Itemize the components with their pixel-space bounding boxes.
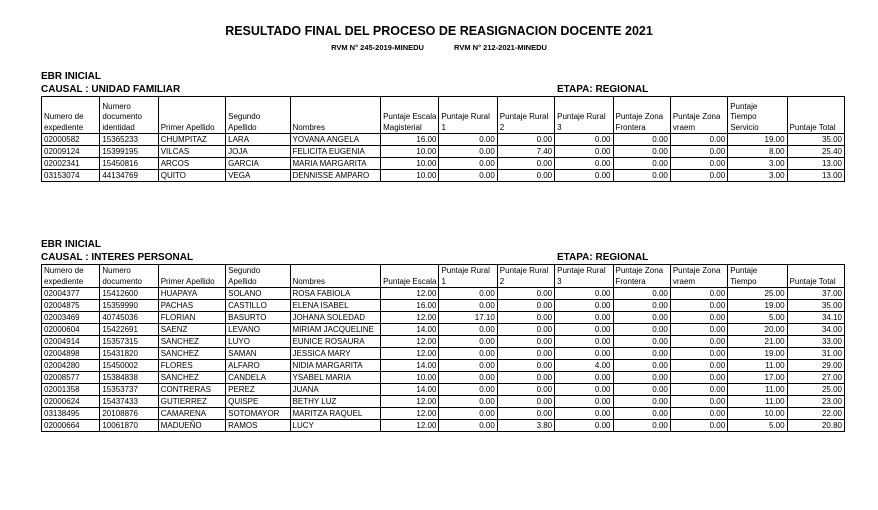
table-cell: SOLANO (226, 288, 290, 300)
section-level: EBR INICIAL (41, 71, 101, 82)
table-cell: BETHY LUZ (290, 396, 381, 408)
table-cell: 02000664 (42, 420, 100, 432)
table-cell: 5.00 (728, 312, 787, 324)
table-cell: 0.00 (439, 146, 497, 158)
table-cell: 15365233 (100, 134, 158, 146)
table-cell: ROSA FABIOLA (290, 288, 381, 300)
table-cell: 0.00 (670, 158, 727, 170)
table-cell: 12.00 (381, 312, 439, 324)
table-cell: 02009124 (42, 146, 100, 158)
table-cell: 02002341 (42, 158, 100, 170)
table-cell: PACHAS (158, 300, 225, 312)
table-cell: 0.00 (555, 408, 613, 420)
column-header: Puntaje Rural 2 (497, 265, 554, 288)
table-cell: 0.00 (439, 134, 497, 146)
table-cell: 0.00 (555, 288, 613, 300)
table-cell: 12.00 (381, 408, 439, 420)
table-cell: 0.00 (555, 348, 613, 360)
table-cell: 0.00 (555, 336, 613, 348)
table-cell: 03153074 (42, 170, 100, 182)
table-row (42, 170, 845, 182)
table-cell: 0.00 (439, 384, 497, 396)
column-header: Numero documento (100, 265, 158, 288)
table-cell: 25.00 (787, 384, 844, 396)
table-cell: MARITZA RAQUEL (290, 408, 381, 420)
table-cell: LUYO (226, 336, 290, 348)
table-cell: 11.00 (728, 384, 787, 396)
table-cell: VILCAS (158, 146, 225, 158)
table-row (42, 312, 845, 324)
column-header: Puntaje Rural 1 (439, 97, 497, 134)
table-cell: 0.00 (613, 372, 670, 384)
table-cell: 0.00 (497, 312, 554, 324)
table-cell: SOTOMAYOR (226, 408, 290, 420)
table-row (42, 372, 845, 384)
table-row (42, 134, 845, 146)
table-row (42, 324, 845, 336)
table-cell: 0.00 (670, 348, 727, 360)
table-cell: MIRIAM JACQUELINE (290, 324, 381, 336)
table-cell: SANCHEZ (158, 348, 225, 360)
section-causal-row (41, 251, 845, 264)
column-header: Puntaje Tiempo (728, 265, 787, 288)
table-cell: YOVANA ANGELA (290, 134, 381, 146)
table-cell: 12.00 (381, 336, 439, 348)
table-cell: 0.00 (613, 170, 670, 182)
table-cell: 0.00 (670, 288, 727, 300)
table-cell: 15450816 (100, 158, 158, 170)
table-cell: 02000582 (42, 134, 100, 146)
table-cell: 34.10 (787, 312, 844, 324)
table-cell: 40745036 (100, 312, 158, 324)
table-cell: 0.00 (555, 300, 613, 312)
section-causal: CAUSAL : UNIDAD FAMILIAR (41, 84, 181, 95)
table-cell: 0.00 (497, 300, 554, 312)
table-cell: MADUEÑO (158, 420, 225, 432)
table-cell: 19.00 (728, 348, 787, 360)
table-cell: 20.00 (728, 324, 787, 336)
table-cell: 0.00 (497, 170, 554, 182)
table-cell: SAENZ (158, 324, 225, 336)
table-cell: 14.00 (381, 360, 439, 372)
table-cell: JUANA (290, 384, 381, 396)
column-header: Puntaje Zona Frontera (613, 265, 670, 288)
table-cell: 0.00 (613, 360, 670, 372)
column-header: Puntaje Zona vraem (670, 265, 727, 288)
table-cell: 0.00 (613, 336, 670, 348)
table-cell: 11.00 (728, 396, 787, 408)
column-header: Numero de expediente (42, 97, 100, 134)
table-cell: 0.00 (613, 134, 670, 146)
table-cell: 23.00 (787, 396, 844, 408)
table-cell: 31.00 (787, 348, 844, 360)
section-causal: CAUSAL : INTERES PERSONAL (41, 252, 194, 263)
table-cell: 0.00 (497, 384, 554, 396)
table-cell: RAMOS (226, 420, 290, 432)
column-header: Nombres (290, 265, 381, 288)
table-cell: 0.00 (670, 300, 727, 312)
table-cell: 0.00 (613, 324, 670, 336)
results-table-interes-personal (41, 264, 845, 432)
table-cell: 0.00 (555, 158, 613, 170)
column-header: Numero de expediente (42, 265, 100, 288)
table-cell: 25.40 (787, 146, 844, 158)
table-cell: 0.00 (670, 408, 727, 420)
table-cell: JOJA (226, 146, 290, 158)
table-cell: 11.00 (728, 360, 787, 372)
table-cell: 13.00 (787, 158, 844, 170)
table-cell: 0.00 (439, 158, 497, 170)
table-cell: 0.00 (555, 420, 613, 432)
table-cell: 10.00 (381, 170, 439, 182)
table-row (42, 348, 845, 360)
table-cell: HUAPAYA (158, 288, 225, 300)
table-cell: 7.40 (497, 146, 554, 158)
table-cell: CONTRERAS (158, 384, 225, 396)
table-cell: 0.00 (670, 324, 727, 336)
table-cell: 0.00 (613, 288, 670, 300)
table-cell: 3.00 (728, 158, 787, 170)
table-cell: ARCOS (158, 158, 225, 170)
table-cell: 25.00 (728, 288, 787, 300)
column-header: Puntaje Tiempo Servicio (728, 97, 787, 134)
table-cell: CANDELA (226, 372, 290, 384)
table-cell: 0.00 (670, 146, 727, 158)
table-cell: 10.00 (728, 408, 787, 420)
rvm-reference-1: RVM N° 245-2019-MINEDU (331, 43, 424, 52)
table-cell: 0.00 (555, 384, 613, 396)
table-cell: 0.00 (613, 312, 670, 324)
table-cell: DENNISSE AMPARO (290, 170, 381, 182)
table-cell: 0.00 (497, 288, 554, 300)
table-cell: 16.00 (381, 134, 439, 146)
table-cell: 34.00 (787, 324, 844, 336)
table-cell: 0.00 (670, 372, 727, 384)
column-header: Puntaje Zona vraem (670, 97, 727, 134)
table-cell: 0.00 (439, 288, 497, 300)
table-cell: 13.00 (787, 170, 844, 182)
table-cell: 15359990 (100, 300, 158, 312)
table-cell: YSABEL MARIA (290, 372, 381, 384)
table-cell: 02000624 (42, 396, 100, 408)
table-cell: JESSICA MARY (290, 348, 381, 360)
table-cell: 8.00 (728, 146, 787, 158)
table-cell: 15450002 (100, 360, 158, 372)
section-etapa: ETAPA: REGIONAL (557, 252, 649, 263)
section-unidad-familiar (41, 70, 845, 182)
table-cell: 0.00 (439, 408, 497, 420)
table-row (42, 146, 845, 158)
table-cell: 0.00 (439, 372, 497, 384)
table-cell: 20.80 (787, 420, 844, 432)
table-cell: CAMARENA (158, 408, 225, 420)
table-cell: 0.00 (613, 384, 670, 396)
table-cell: 14.00 (381, 384, 439, 396)
table-cell: 0.00 (439, 360, 497, 372)
table-cell: 0.00 (439, 300, 497, 312)
table-row (42, 384, 845, 396)
table-cell: 0.00 (497, 372, 554, 384)
table-cell: 0.00 (670, 384, 727, 396)
table-cell: 0.00 (555, 146, 613, 158)
table-cell: 0.00 (613, 396, 670, 408)
table-cell: 12.00 (381, 288, 439, 300)
table-cell: NIDIA MARGARITA (290, 360, 381, 372)
table-cell: FLORES (158, 360, 225, 372)
table-cell: 0.00 (555, 170, 613, 182)
table-cell: 0.00 (439, 170, 497, 182)
table-cell: 22.00 (787, 408, 844, 420)
column-header: Puntaje Total (787, 265, 844, 288)
section-causal-row (41, 83, 845, 96)
table-cell: EUNICE ROSAURA (290, 336, 381, 348)
table-cell: 0.00 (670, 420, 727, 432)
table-cell: 15412600 (100, 288, 158, 300)
page-subtitle (0, 43, 878, 52)
table-cell: 02004875 (42, 300, 100, 312)
table-cell: CHUMPITAZ (158, 134, 225, 146)
table-cell: QUISPE (226, 396, 290, 408)
column-header: Puntaje Rural 1 (439, 265, 497, 288)
table-row (42, 408, 845, 420)
results-table-unidad-familiar (41, 96, 845, 182)
table-row (42, 396, 845, 408)
table-cell: 10.00 (381, 158, 439, 170)
table-cell: 0.00 (670, 360, 727, 372)
table-cell: ELENA ISABEL (290, 300, 381, 312)
table-cell: 17.00 (728, 372, 787, 384)
table-cell: 0.00 (670, 312, 727, 324)
table-cell: 0.00 (555, 396, 613, 408)
section-interes-personal (41, 238, 845, 432)
table-cell: 10061870 (100, 420, 158, 432)
table-cell: 15437433 (100, 396, 158, 408)
table-cell: SANCHEZ (158, 336, 225, 348)
table-cell: 0.00 (439, 396, 497, 408)
column-header: Puntaje Zona Frontera (613, 97, 670, 134)
table-row (42, 158, 845, 170)
table-cell: JOHANA SOLEDAD (290, 312, 381, 324)
column-header: Puntaje Total (787, 97, 844, 134)
section-level: EBR INICIAL (41, 239, 101, 250)
table-cell: PEREZ (226, 384, 290, 396)
table-cell: 12.00 (381, 396, 439, 408)
table-cell: MARIA MARGARITA (290, 158, 381, 170)
table-cell: 12.00 (381, 420, 439, 432)
table-cell: 15431820 (100, 348, 158, 360)
column-header: Puntaje Rural 2 (497, 97, 554, 134)
table-cell: 15384838 (100, 372, 158, 384)
column-header: Primer Apellido (158, 97, 225, 134)
table-cell: 0.00 (555, 324, 613, 336)
table-cell: CASTILLO (226, 300, 290, 312)
table-cell: 15422691 (100, 324, 158, 336)
table-cell: 19.00 (728, 300, 787, 312)
table-cell: 5.00 (728, 420, 787, 432)
table-cell: 4.00 (555, 360, 613, 372)
table-cell: 0.00 (613, 348, 670, 360)
column-header: Numero documento identidad (100, 97, 158, 134)
table-cell: 0.00 (555, 134, 613, 146)
table-cell: 16.00 (381, 300, 439, 312)
table-cell: 0.00 (439, 324, 497, 336)
table-cell: 21.00 (728, 336, 787, 348)
table-cell: 15357315 (100, 336, 158, 348)
table-cell: VEGA (226, 170, 290, 182)
column-header: Segundo Apellido (226, 97, 290, 134)
table-cell: 44134769 (100, 170, 158, 182)
section-etapa: ETAPA: REGIONAL (557, 84, 649, 95)
table-cell: 0.00 (613, 420, 670, 432)
column-header: Puntaje Rural 3 (555, 265, 613, 288)
table-row (42, 336, 845, 348)
table-cell: 02004914 (42, 336, 100, 348)
table-cell: 10.00 (381, 146, 439, 158)
table-cell: LARA (226, 134, 290, 146)
table-cell: 0.00 (670, 396, 727, 408)
table-cell: 17.10 (439, 312, 497, 324)
table-cell: LEVANO (226, 324, 290, 336)
table-cell: 0.00 (497, 134, 554, 146)
column-header: Segundo Apellido (226, 265, 290, 288)
table-cell: 0.00 (613, 408, 670, 420)
table-cell: 0.00 (670, 170, 727, 182)
table-cell: 27.00 (787, 372, 844, 384)
column-header: Nombres (290, 97, 381, 134)
table-cell: 0.00 (497, 324, 554, 336)
column-header: Primer Apellido (158, 265, 225, 288)
table-cell: 0.00 (497, 158, 554, 170)
table-cell: 0.00 (670, 336, 727, 348)
table-cell: 0.00 (555, 372, 613, 384)
table-cell: 37.00 (787, 288, 844, 300)
table-cell: 03138495 (42, 408, 100, 420)
table-cell: GARCIA (226, 158, 290, 170)
table-cell: 0.00 (670, 134, 727, 146)
table-cell: 02003469 (42, 312, 100, 324)
table-cell: 0.00 (439, 348, 497, 360)
table-cell: 35.00 (787, 134, 844, 146)
table-cell: 14.00 (381, 324, 439, 336)
table-cell: 0.00 (439, 336, 497, 348)
table-cell: 15399195 (100, 146, 158, 158)
table-cell: 0.00 (497, 348, 554, 360)
table-cell: 12.00 (381, 348, 439, 360)
table-cell: 0.00 (497, 396, 554, 408)
table-cell: 02008577 (42, 372, 100, 384)
table-row (42, 360, 845, 372)
table-row (42, 420, 845, 432)
table-cell: LUCY (290, 420, 381, 432)
table-cell: 29.00 (787, 360, 844, 372)
table-row (42, 288, 845, 300)
table-cell: FLORIAN (158, 312, 225, 324)
table-cell: 02004898 (42, 348, 100, 360)
table-row (42, 300, 845, 312)
table-cell: 0.00 (613, 300, 670, 312)
table-cell: 0.00 (555, 312, 613, 324)
column-header: Puntaje Rural 3 (555, 97, 613, 134)
table-cell: 19.00 (728, 134, 787, 146)
table-cell: 02004280 (42, 360, 100, 372)
table-cell: GUTIERREZ (158, 396, 225, 408)
table-cell: 35.00 (787, 300, 844, 312)
table-cell: BASURTO (226, 312, 290, 324)
table-cell: QUITO (158, 170, 225, 182)
table-cell: 02000604 (42, 324, 100, 336)
table-cell: 33.00 (787, 336, 844, 348)
table-cell: 0.00 (439, 420, 497, 432)
table-cell: SANCHEZ (158, 372, 225, 384)
rvm-reference-2: RVM N° 212-2021-MINEDU (454, 43, 547, 52)
table-cell: 3.00 (728, 170, 787, 182)
table-cell: SAMAN (226, 348, 290, 360)
table-cell: 02004377 (42, 288, 100, 300)
column-header: Puntaje Escala (381, 265, 439, 288)
page-title: RESULTADO FINAL DEL PROCESO DE REASIGNACION DOCENTE 2021 (225, 24, 653, 38)
table-cell: 3.80 (497, 420, 554, 432)
table-cell: 02001358 (42, 384, 100, 396)
table-cell: ALFARO (226, 360, 290, 372)
table-cell: 0.00 (497, 336, 554, 348)
table-cell: 0.00 (613, 158, 670, 170)
table-cell: 0.00 (613, 146, 670, 158)
table-cell: 20108876 (100, 408, 158, 420)
table-cell: 15353737 (100, 384, 158, 396)
table-cell: 0.00 (497, 408, 554, 420)
column-header: Puntaje Escala Magisterial (381, 97, 439, 134)
table-cell: FELICITA EUGENIA (290, 146, 381, 158)
table-cell: 10.00 (381, 372, 439, 384)
table-cell: 0.00 (497, 360, 554, 372)
